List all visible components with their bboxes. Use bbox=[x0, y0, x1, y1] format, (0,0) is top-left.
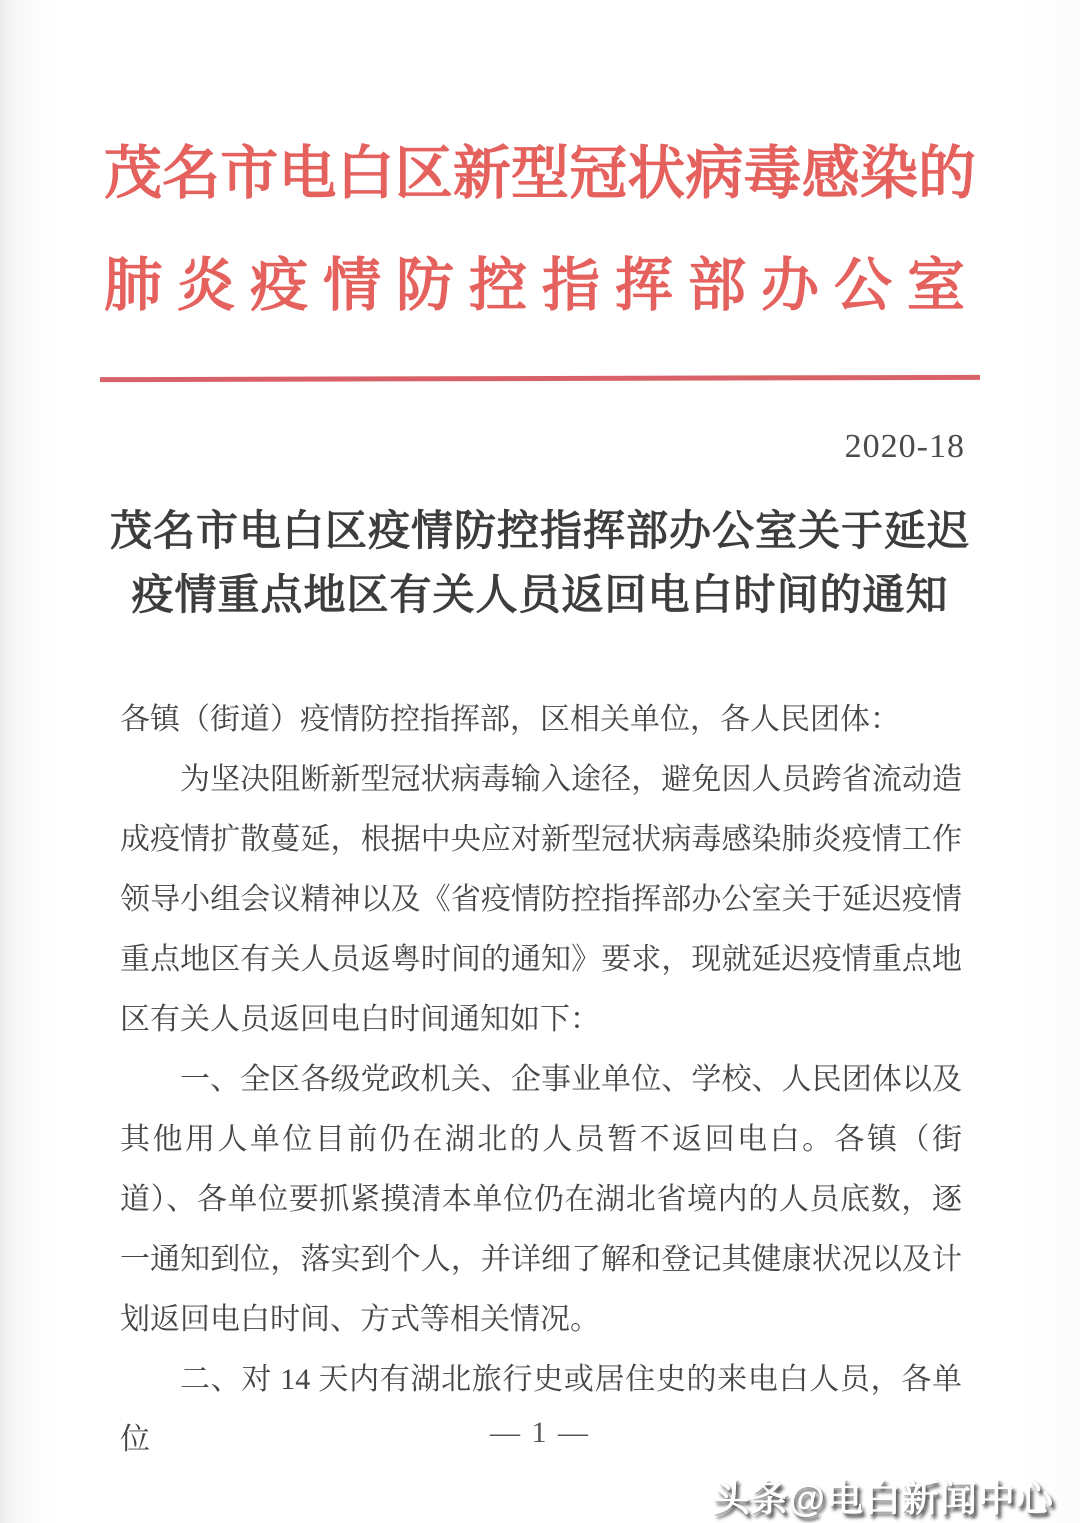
body-paragraph-2: 一、全区各级党政机关、企事业单位、学校、人民团体以及其他用人单位目前仍在湖北的人员暂不返回电白。各镇（街道）、各单位要抓紧摸清本单位仍在湖北省境内的人员底数，逐一通知到位，落实到个人，并详细了解和登记其健康状况以及计划返回电白时间、方式等相关情况。 bbox=[120, 1063, 962, 1336]
letterhead-line-1: 茂名市电白区新型冠状病毒感染的 bbox=[104, 141, 976, 206]
notice-title bbox=[0, 500, 1080, 628]
notice-body bbox=[120, 690, 962, 1470]
doc-number: 2020-18 bbox=[844, 428, 965, 465]
letterhead-line-2: 肺炎疫情防控指挥部办公室 bbox=[104, 253, 981, 318]
page-number: — 1 — bbox=[490, 1416, 590, 1449]
red-divider bbox=[100, 375, 980, 382]
notice-title-line-1: 茂名市电白区疫情防控指挥部办公室关于延迟 bbox=[109, 509, 970, 555]
notice-title-line-2: 疫情重点地区有关人员返回电白时间的通知 bbox=[131, 573, 949, 619]
body-paragraph-1: 为坚决阻断新型冠状病毒输入途径，避免因人员跨省流动造成疫情扩散蔓延，根据中央应对新型冠状病毒感染肺炎疫情工作领导小组会议精神以及《省疫情防控指挥部办公室关于延迟疫情重点地区有关人员返粤时间的通知》要求，现就延迟疫情重点地区有关人员返回电白时间通知如下： bbox=[120, 763, 962, 1036]
body-salutation: 各镇（街道）疫情防控指挥部，区相关单位，各人民团体： bbox=[120, 703, 900, 736]
body-paragraph-3: 二、对 14 天内有湖北旅行史或居住史的来电白人员，各单位 bbox=[120, 1363, 962, 1456]
letterhead bbox=[104, 118, 981, 342]
watermark-toutiao: 头条@电白新闻中心 bbox=[712, 1478, 1054, 1519]
